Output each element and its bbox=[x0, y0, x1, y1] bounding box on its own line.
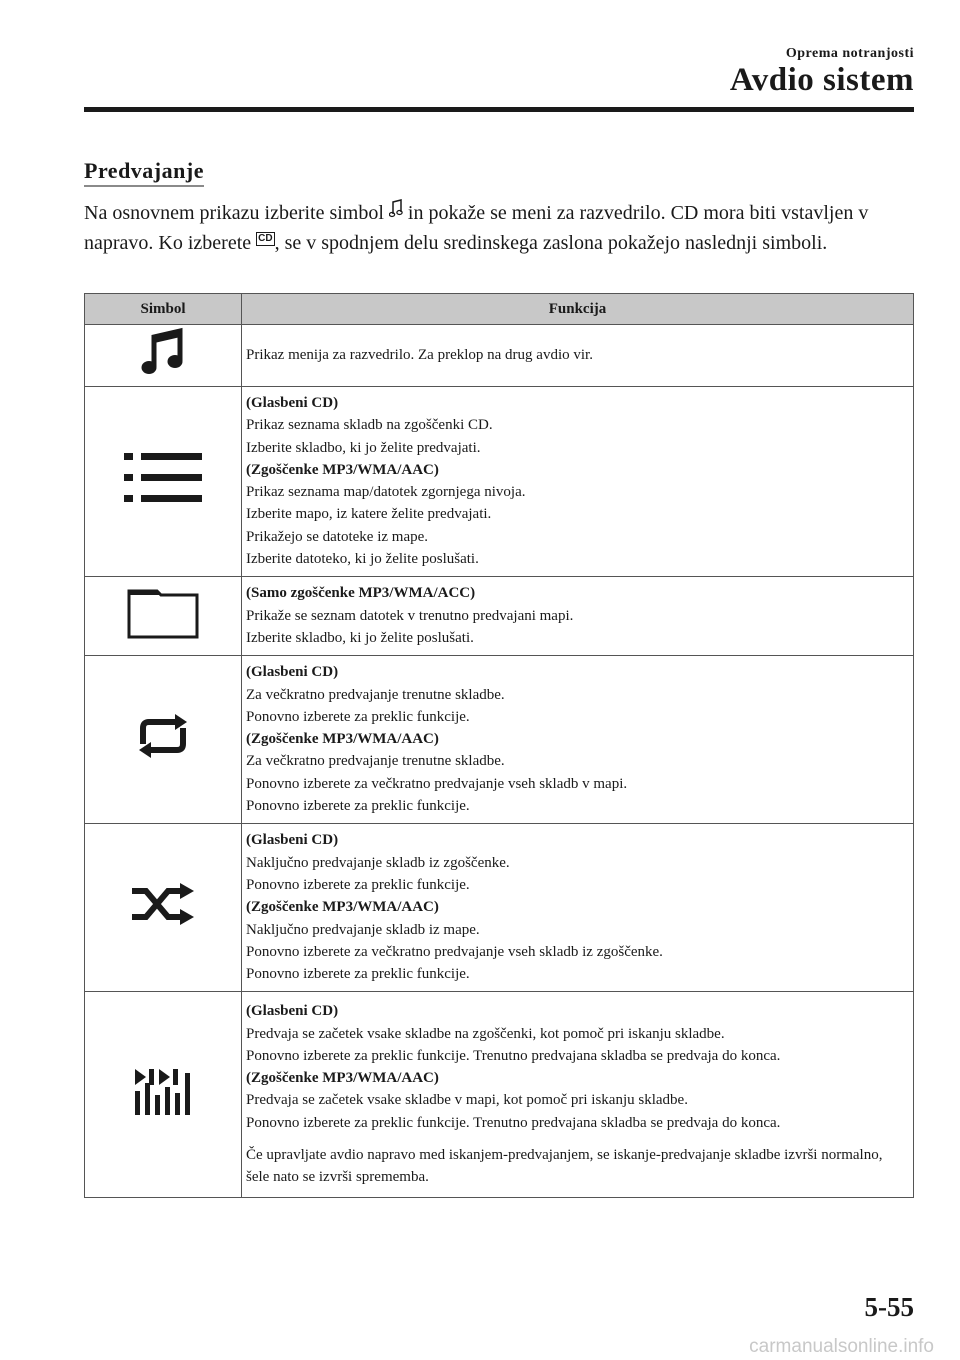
function-line: Predvaja se začetek vsake skladbe na zgoščenki, kot pomoč pri iskanju skladbe. bbox=[246, 1025, 725, 1042]
intro-text-3: , se v spodnjem delu sredinskega zaslona pokažejo naslednji simboli. bbox=[274, 232, 828, 254]
symbol-cell bbox=[85, 656, 242, 824]
function-line: (Glasbeni CD) bbox=[246, 395, 339, 411]
repeat-icon bbox=[133, 714, 193, 758]
function-line: Ponovno izberete za preklic funkcije. bbox=[246, 708, 470, 725]
header-function: Funkcija bbox=[242, 294, 914, 325]
function-line: Prikaz seznama map/datotek zgornjega nivoja. bbox=[246, 484, 526, 501]
function-line: Ponovno izberete za večkratno predvajanje vseh skladb v mapi. bbox=[246, 775, 628, 792]
table-row bbox=[85, 325, 914, 387]
spacer bbox=[246, 1134, 905, 1144]
symbol-cell bbox=[85, 992, 242, 1198]
function-line: Ponovno izberete za večkratno predvajanje vseh skladb iz zgoščenke. bbox=[246, 943, 663, 960]
scan-icon bbox=[135, 1067, 191, 1115]
shuffle-icon bbox=[128, 882, 198, 926]
music-note-icon bbox=[389, 199, 403, 219]
function-line: Ponovno izberete za preklic funkcije. Trenutno predvajana skladba se predvaja do konca. bbox=[246, 1114, 781, 1131]
table-row bbox=[85, 824, 914, 992]
table-header-row bbox=[85, 294, 914, 325]
music-note-icon bbox=[140, 327, 186, 377]
function-table bbox=[84, 293, 914, 1198]
function-line: Prikaz menija za razvedrilo. Za preklop na drug avdio vir. bbox=[246, 346, 593, 363]
table-row bbox=[85, 387, 914, 577]
function-line: Naključno predvajanje skladb iz zgoščenke. bbox=[246, 854, 510, 871]
intro-text-2: in pokaže se meni za razvedrilo. CD mora biti vstavljen v napravo. Ko izberete bbox=[84, 202, 869, 254]
function-cell bbox=[242, 824, 914, 992]
function-line: Prikaže se seznam datotek v trenutno predvajani mapi. bbox=[246, 607, 574, 624]
function-line: Ponovno izberete za preklic funkcije. Trenutno predvajana skladba se predvaja do konca. bbox=[246, 1047, 781, 1064]
function-line: Prikaz seznama skladb na zgoščenki CD. bbox=[246, 417, 493, 434]
header-section-label: Oprema notranjosti bbox=[785, 46, 914, 61]
symbol-cell bbox=[85, 325, 242, 387]
page-number: 5-55 bbox=[864, 1292, 914, 1322]
function-line: Za večkratno predvajanje trenutne skladbe. bbox=[246, 686, 505, 703]
function-cell bbox=[242, 577, 914, 656]
symbol-cell bbox=[85, 577, 242, 656]
table-row bbox=[85, 577, 914, 656]
function-line: Če upravljate avdio napravo med iskanjem-predvajanjem, se iskanje-predvajanje skladbe izvrši normalno, šele nato se izvrši sprememba. bbox=[246, 1147, 883, 1186]
function-line: (Glasbeni CD) bbox=[246, 664, 339, 681]
table-row bbox=[85, 656, 914, 824]
function-line: Izberite mapo, iz katere želite predvajati. bbox=[246, 506, 492, 523]
function-line: Za večkratno predvajanje trenutne skladbe. bbox=[246, 753, 505, 770]
intro-paragraph bbox=[84, 198, 884, 258]
function-line: (Zgoščenke MP3/WMA/AAC) bbox=[246, 731, 439, 748]
function-line: (Samo zgoščenke MP3/WMA/ACC) bbox=[246, 585, 476, 602]
symbol-cell bbox=[85, 824, 242, 992]
function-line: (Zgoščenke MP3/WMA/AAC) bbox=[246, 461, 439, 478]
cd-icon: CD bbox=[258, 233, 273, 244]
function-line: (Zgoščenke MP3/WMA/AAC) bbox=[246, 1070, 439, 1087]
function-line: Predvaja se začetek vsake skladbe v mapi, kot pomoč pri iskanju skladbe. bbox=[246, 1092, 688, 1109]
header-title: Avdio sistem bbox=[729, 62, 914, 98]
function-line: Naključno predvajanje skladb iz mape. bbox=[246, 921, 480, 938]
function-line: Izberite skladbo, ki jo želite predvajati. bbox=[246, 439, 481, 456]
function-line: Ponovno izberete za preklic funkcije. bbox=[246, 876, 470, 893]
function-line: (Zgoščenke MP3/WMA/AAC) bbox=[246, 899, 439, 916]
function-line: Prikažejo se datoteke iz mape. bbox=[246, 528, 429, 545]
symbol-cell bbox=[85, 387, 242, 577]
folder-icon bbox=[127, 587, 199, 639]
function-line: Ponovno izberete za preklic funkcije. bbox=[246, 966, 470, 983]
function-line: Ponovno izberete za preklic funkcije. bbox=[246, 798, 470, 815]
function-line: Izberite skladbo, ki jo želite poslušati. bbox=[246, 629, 474, 646]
function-line: (Glasbeni CD) bbox=[246, 832, 339, 849]
header-rule bbox=[84, 107, 914, 112]
function-cell bbox=[242, 387, 914, 577]
watermark: carmanualsonline.info bbox=[749, 1336, 934, 1357]
header-symbol: Simbol bbox=[85, 294, 242, 325]
table-row bbox=[85, 992, 914, 1198]
intro-text-1: Na osnovnem prikazu izberite simbol bbox=[84, 202, 389, 224]
function-cell bbox=[242, 656, 914, 824]
function-cell bbox=[242, 992, 914, 1198]
section-heading: Predvajanje bbox=[84, 158, 204, 187]
function-cell bbox=[242, 325, 914, 387]
function-line: Izberite datoteko, ki jo želite poslušati. bbox=[246, 551, 479, 568]
list-icon bbox=[124, 453, 202, 503]
function-line: (Glasbeni CD) bbox=[246, 1003, 339, 1020]
